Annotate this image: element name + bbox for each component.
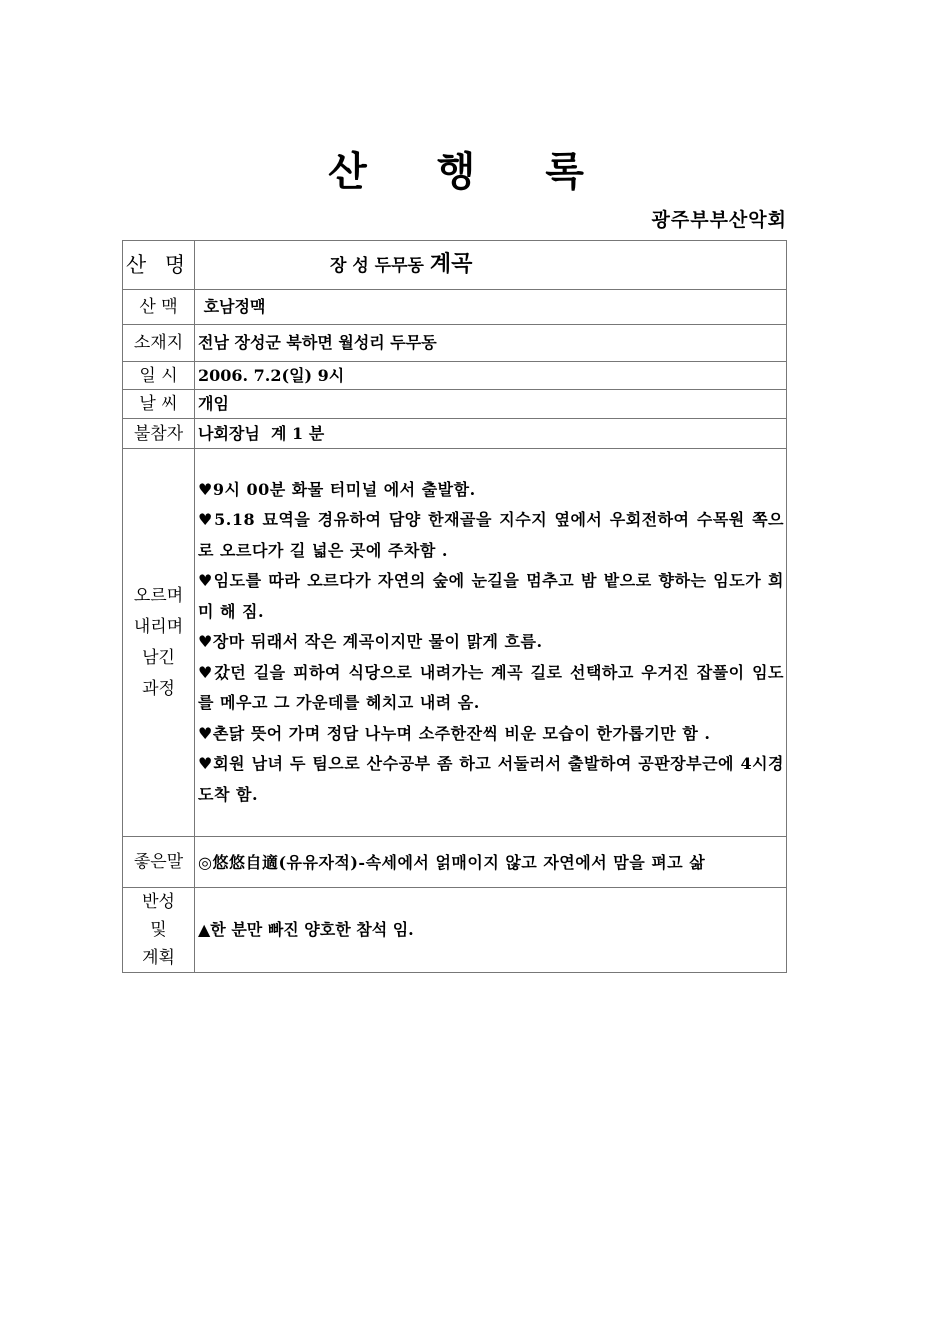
- value-absent: 나회장님 계 1 분: [195, 419, 787, 449]
- table-row-absent: [123, 419, 787, 449]
- table-row-reflection: [123, 888, 787, 973]
- process-paragraph: ♥5.18 묘역을 경유하여 담양 한재골을 지수지 옆에서 우회전하여 수목원 쪽으로 오르다가 길 넓은 곳에 주차함 .: [198, 510, 784, 560]
- label-reflection-line: 반성: [142, 892, 175, 912]
- label-weather: 날 씨: [123, 390, 195, 419]
- label-process: [123, 449, 195, 837]
- process-paragraph: ♥임도를 따라 오르다가 자연의 숲에 눈길을 멈추고 밤 밭으로 향하는 임도가 희미 해 짐.: [198, 571, 784, 621]
- table-row-weather: [123, 390, 787, 419]
- label-range: 산 맥: [123, 290, 195, 325]
- value-location: 전남 장성군 북하면 월성리 두무동: [195, 325, 787, 362]
- label-reflection-line: 및: [150, 920, 167, 940]
- label-reflection: [123, 888, 195, 973]
- label-process-line: 오르며: [133, 585, 184, 606]
- label-location: 소재지: [123, 325, 195, 362]
- saying-text: ◎悠悠自適(유유자적)-속세에서 얽매이지 않고 자연에서 맘을 펴고 삶: [198, 852, 706, 872]
- label-absent: 불참자: [123, 419, 195, 449]
- table-row-location: [123, 325, 787, 362]
- organization-name: 광주부부산악회: [651, 209, 787, 231]
- label-process-line: 남긴: [142, 647, 175, 668]
- table-row-saying: [123, 837, 787, 888]
- process-paragraph: ♥회원 남녀 두 팀으로 산수공부 좀 하고 서둘러서 출발하여 공판장부근에 4시경 도착 함.: [198, 754, 784, 804]
- label-mountain: 산 명: [123, 241, 195, 290]
- value-date: 2006. 7.2(일) 9시: [195, 362, 787, 390]
- label-reflection-line: 계획: [142, 948, 175, 968]
- label-process-line: 내리며: [133, 616, 184, 637]
- process-paragraph: ♥9시 00분 화물 터미널 에서 출발함.: [198, 479, 476, 499]
- table-row-mountain: [123, 241, 787, 290]
- mountain-name-suffix: 계곡: [429, 251, 473, 277]
- process-paragraph: ♥장마 뒤래서 작은 계곡이지만 물이 맑게 흐름.: [198, 632, 543, 652]
- table-row-process: [123, 449, 787, 837]
- value-mountain: [195, 241, 787, 290]
- value-saying: [195, 837, 787, 888]
- value-range: 호남정맥: [195, 290, 787, 325]
- value-reflection: ▲한 분만 빠진 양호한 참석 임.: [195, 888, 787, 973]
- label-saying: 좋은말: [123, 837, 195, 888]
- table-row-range: [123, 290, 787, 325]
- label-date: 일 시: [123, 362, 195, 390]
- hiking-record-table: [122, 240, 787, 973]
- table-row-date: [123, 362, 787, 390]
- value-process: [195, 449, 787, 837]
- document-title: 산 행 록: [328, 148, 612, 195]
- process-paragraph: ♥갔던 길을 피하여 식당으로 내려가는 계곡 길로 선택하고 우거진 잡풀이 임도를 메우고 그 가운데를 헤치고 내려 옴.: [198, 662, 784, 713]
- label-process-line: 과정: [142, 678, 175, 699]
- mountain-name-text: 장 성 두무동: [330, 256, 430, 276]
- process-paragraph: ♥촌닭 뜻어 가며 정담 나누며 소주한잔씩 비운 모습이 한가롭기만 함 .: [198, 723, 711, 743]
- value-weather: 개임: [195, 390, 787, 419]
